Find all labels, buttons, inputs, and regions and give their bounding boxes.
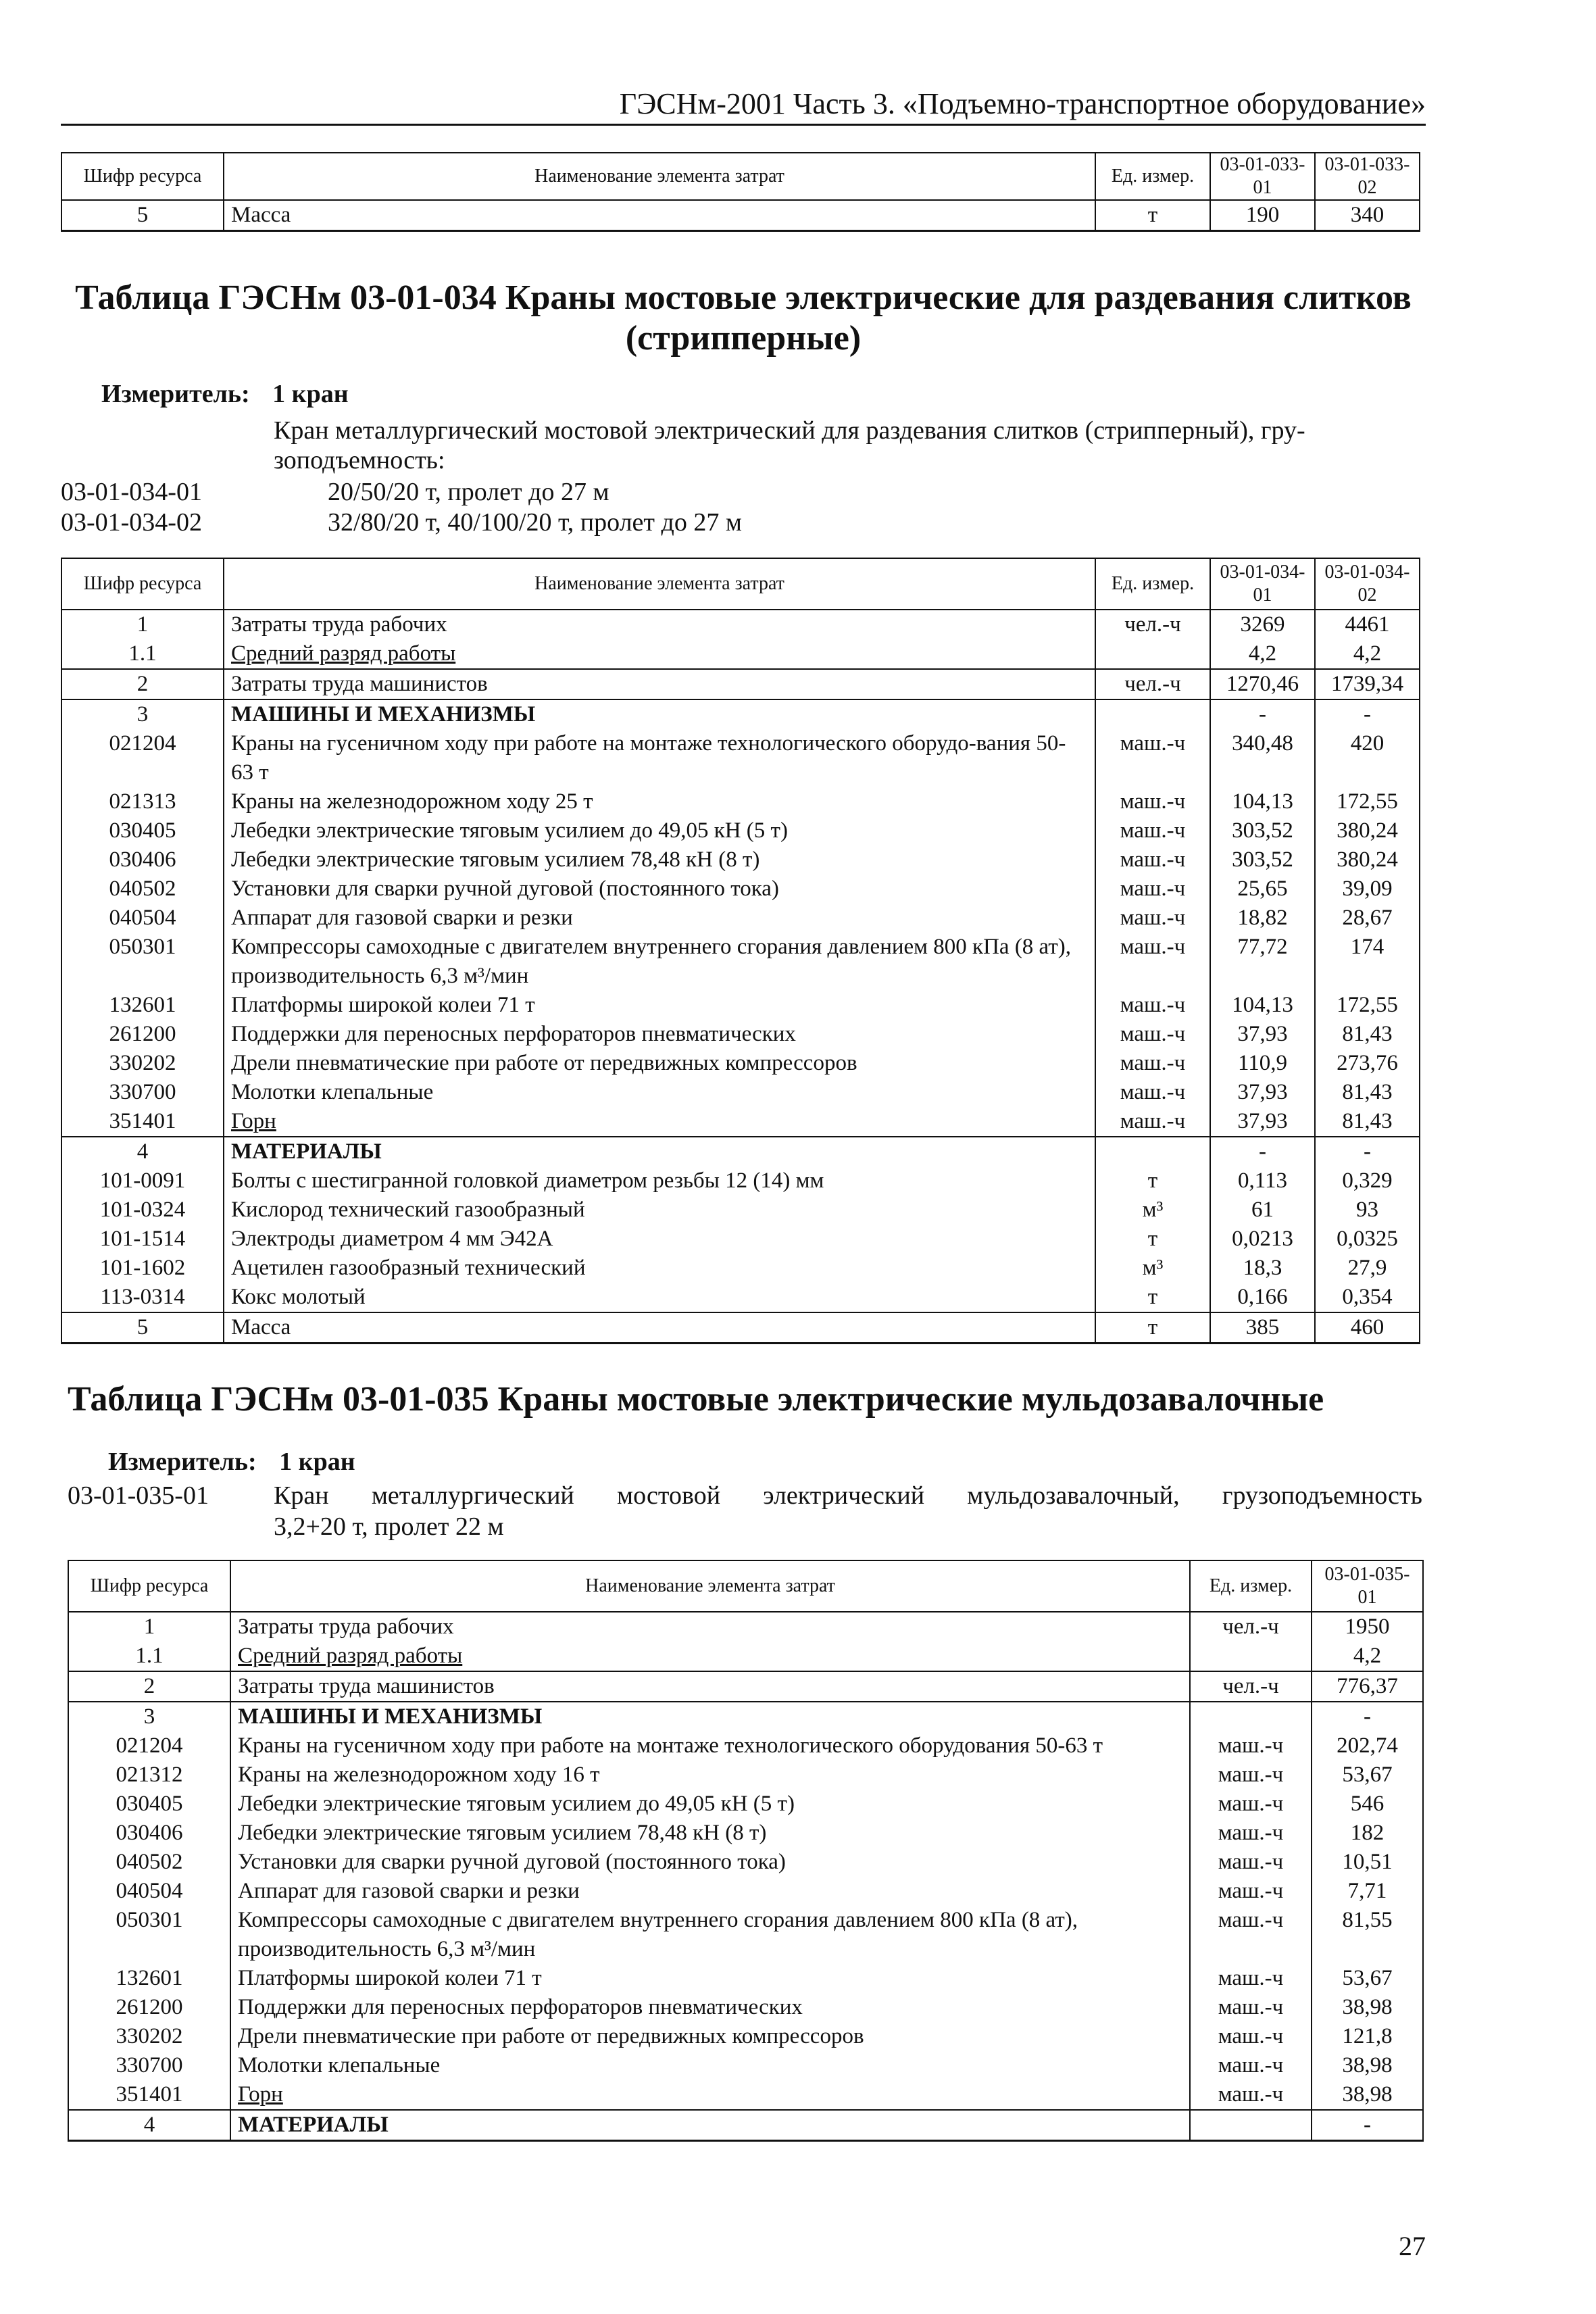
cell-code: 021312 [68, 1761, 230, 1790]
cell-code: 4 [61, 1137, 224, 1166]
cell-v1: 7,71 [1312, 1877, 1423, 1906]
table-row [68, 1671, 1423, 1702]
table-row [68, 2051, 1423, 2080]
cell-unit [1190, 2110, 1312, 2141]
meter-value: 1 кран [272, 380, 349, 408]
cell-code: 101-0324 [61, 1196, 224, 1225]
cell-unit: т [1095, 1312, 1210, 1344]
cell-code: 101-1602 [61, 1254, 224, 1283]
cell-name: Краны на железнодорожном ходу 25 т [224, 787, 1095, 816]
cell-v1: 1950 [1312, 1612, 1423, 1642]
cell-v1: - [1210, 699, 1315, 729]
meter-label: Измеритель: [108, 1448, 257, 1476]
cell-v1: 38,98 [1312, 1993, 1423, 2022]
table-row [61, 1107, 1420, 1137]
cell-name: Затраты труда машинистов [224, 669, 1095, 699]
cell-code: 1 [68, 1612, 230, 1642]
cell-code: 132601 [61, 991, 224, 1020]
table-row [68, 2080, 1423, 2110]
table-row [61, 200, 1420, 231]
cell-unit: т [1095, 1166, 1210, 1196]
table-row [68, 1877, 1423, 1906]
cell-v1: 10,51 [1312, 1848, 1423, 1877]
cell-unit: м³ [1095, 1254, 1210, 1283]
cell-v1: 18,82 [1210, 904, 1315, 933]
cell-v1: 37,93 [1210, 1020, 1315, 1049]
col-header-unit: Ед. измер. [1095, 153, 1210, 200]
cell-unit: маш.-ч [1190, 2051, 1312, 2080]
cell-code: 351401 [68, 2080, 230, 2110]
page-number: 27 [1399, 2231, 1426, 2261]
cell-unit: маш.-ч [1190, 1819, 1312, 1848]
cell-name: Средний разряд работы [224, 639, 1095, 669]
table-row [61, 991, 1420, 1020]
item-text: 20/50/20 т, пролет до 27 м [328, 478, 609, 506]
cell-name: Краны на гусеничном ходу при работе на монтаже технологического оборудования 50-63 т [230, 1731, 1190, 1761]
col-header-v1: 03-01-035-01 [1312, 1560, 1423, 1612]
cell-unit: маш.-ч [1190, 1790, 1312, 1819]
cell-v1: 1270,46 [1210, 669, 1315, 699]
col-header-v1: 03-01-033-01 [1210, 153, 1315, 200]
cell-unit: маш.-ч [1190, 1877, 1312, 1906]
cell-v2: 81,43 [1315, 1107, 1420, 1137]
cell-code: 5 [61, 1312, 224, 1344]
cell-unit: чел.-ч [1190, 1671, 1312, 1702]
cell-unit: маш.-ч [1190, 1848, 1312, 1877]
cell-code: 330700 [68, 2051, 230, 2080]
table-row [61, 639, 1420, 669]
cell-code: 2 [68, 1671, 230, 1702]
cell-unit: маш.-ч [1190, 2080, 1312, 2110]
cell-unit: т [1095, 1225, 1210, 1254]
cell-v2: 0,0325 [1315, 1225, 1420, 1254]
cell-unit: маш.-ч [1190, 1761, 1312, 1790]
table-row [61, 1049, 1420, 1078]
cell-code: 330700 [61, 1078, 224, 1107]
cell-name: Лебедки электрические тяговым усилием до 49,05 кН (5 т) [230, 1790, 1190, 1819]
cell-name: Средний разряд работы [230, 1642, 1190, 1671]
cell-code: 050301 [68, 1906, 230, 1964]
table-row [61, 816, 1420, 845]
cell-v1: - [1312, 2110, 1423, 2141]
item-code: 03-01-034-01 [61, 478, 202, 506]
cell-v1: 121,8 [1312, 2022, 1423, 2051]
table-row [61, 904, 1420, 933]
table-row [68, 1819, 1423, 1848]
cell-v1: - [1312, 1702, 1423, 1731]
cell-unit: маш.-ч [1095, 787, 1210, 816]
table-row [68, 1731, 1423, 1761]
table-row [68, 1612, 1423, 1642]
cell-unit: маш.-ч [1190, 1993, 1312, 2022]
cell-name: Масса [224, 200, 1095, 231]
cell-unit [1095, 1137, 1210, 1166]
cell-v2: 340 [1315, 200, 1420, 231]
cell-name: МАТЕРИАЛЫ [230, 2110, 1190, 2141]
cell-name: Поддержки для переносных перфораторов пневматических [224, 1020, 1095, 1049]
table-row [61, 1020, 1420, 1049]
cell-unit: маш.-ч [1190, 1964, 1312, 1993]
table-035-title: Таблица ГЭСНм 03-01-035 Краны мостовые электрические мульдозавалочные [68, 1380, 1324, 1419]
col-header-v2: 03-01-033-02 [1315, 153, 1420, 200]
cell-name: Платформы широкой колеи 71 т [230, 1964, 1190, 1993]
cell-unit: маш.-ч [1095, 991, 1210, 1020]
item-text: 32/80/20 т, 40/100/20 т, пролет до 27 м [328, 508, 742, 537]
table-row [61, 1137, 1420, 1166]
cell-unit: т [1095, 200, 1210, 231]
table-034-item-1 [61, 476, 609, 508]
cell-unit: маш.-ч [1095, 1020, 1210, 1049]
cell-v1: 61 [1210, 1196, 1315, 1225]
cell-code: 040504 [68, 1877, 230, 1906]
cell-name: Платформы широкой колеи 71 т [224, 991, 1095, 1020]
cell-name: Горн [230, 2080, 1190, 2110]
table-row [61, 1225, 1420, 1254]
cell-unit: маш.-ч [1190, 2022, 1312, 2051]
cell-v2: 0,354 [1315, 1283, 1420, 1312]
cell-code: 030406 [61, 845, 224, 875]
cell-code: 101-0091 [61, 1166, 224, 1196]
cell-v1: 0,113 [1210, 1166, 1315, 1196]
cell-v1: 18,3 [1210, 1254, 1315, 1283]
table-row [68, 2022, 1423, 2051]
cell-v2: 172,55 [1315, 991, 1420, 1020]
cell-v1: 202,74 [1312, 1731, 1423, 1761]
cell-unit: маш.-ч [1095, 816, 1210, 845]
table-row [61, 1312, 1420, 1344]
table-row [68, 1906, 1423, 1964]
cell-name: Установки для сварки ручной дуговой (постоянного тока) [224, 875, 1095, 904]
table-row [61, 669, 1420, 699]
cell-v1: 4,2 [1210, 639, 1315, 669]
cell-unit: маш.-ч [1095, 933, 1210, 991]
cell-name: Краны на гусеничном ходу при работе на монтаже технологического оборудо-вания 50-63 т [224, 729, 1095, 787]
cell-name: Затраты труда рабочих [230, 1612, 1190, 1642]
table-row [61, 933, 1420, 991]
cell-v1: 104,13 [1210, 787, 1315, 816]
table-row [68, 1642, 1423, 1671]
cell-v1: 53,67 [1312, 1964, 1423, 1993]
cell-v2: 39,09 [1315, 875, 1420, 904]
table-034-description-1: Кран металлургический мостовой электрический для раздевания слитков (стрипперный), гру- [274, 416, 1305, 445]
col-header-code: Шифр ресурса [61, 558, 224, 610]
cell-v1: 37,93 [1210, 1078, 1315, 1107]
cell-code: 021204 [61, 729, 224, 787]
cell-unit: маш.-ч [1095, 1078, 1210, 1107]
meter-value: 1 кран [279, 1448, 355, 1476]
cell-name: Лебедки электрические тяговым усилием 78,48 кН (8 т) [230, 1819, 1190, 1848]
table-row [68, 2110, 1423, 2141]
cell-v2: 1739,34 [1315, 669, 1420, 699]
col-header-name: Наименование элемента затрат [224, 153, 1095, 200]
col-header-name: Наименование элемента затрат [224, 558, 1095, 610]
cell-name: Компрессоры самоходные с двигателем внутреннего сгорания давлением 800 кПа (8 ат), производительность 6,3 м³/мин [230, 1906, 1190, 1964]
cell-v2: 273,76 [1315, 1049, 1420, 1078]
cell-code: 3 [68, 1702, 230, 1731]
cell-unit: маш.-ч [1190, 1731, 1312, 1761]
cell-v1: 546 [1312, 1790, 1423, 1819]
col-header-code: Шифр ресурса [61, 153, 224, 200]
cell-v2: - [1315, 1137, 1420, 1166]
cell-name: Лебедки электрические тяговым усилием 78,48 кН (8 т) [224, 845, 1095, 875]
table-034 [61, 558, 1420, 1344]
cell-name: Молотки клепальные [224, 1078, 1095, 1107]
cell-unit [1095, 699, 1210, 729]
cell-v1: 37,93 [1210, 1107, 1315, 1137]
cell-name: Краны на железнодорожном ходу 16 т [230, 1761, 1190, 1790]
table-row [68, 1964, 1423, 1993]
cell-name: Дрели пневматические при работе от передвижных компрессоров [230, 2022, 1190, 2051]
table-035-meter [108, 1446, 355, 1477]
cell-unit [1190, 1702, 1312, 1731]
cell-v2: 81,43 [1315, 1020, 1420, 1049]
cell-code: 021204 [68, 1731, 230, 1761]
cell-code: 4 [68, 2110, 230, 2141]
cell-code: 1.1 [61, 639, 224, 669]
cell-v1: 81,55 [1312, 1906, 1423, 1964]
table-row [61, 610, 1420, 639]
cell-v1: 340,48 [1210, 729, 1315, 787]
cell-v1: 3269 [1210, 610, 1315, 639]
cell-name: Горн [224, 1107, 1095, 1137]
cell-unit: маш.-ч [1095, 1049, 1210, 1078]
cell-code: 1 [61, 610, 224, 639]
cell-unit: маш.-ч [1095, 904, 1210, 933]
cell-name: Лебедки электрические тяговым усилием до 49,05 кН (5 т) [224, 816, 1095, 845]
cell-unit: маш.-ч [1190, 1906, 1312, 1964]
table-035-item-code: 03-01-035-01 [68, 1481, 209, 1510]
cell-name: МАШИНЫ И МЕХАНИЗМЫ [230, 1702, 1190, 1731]
cell-code: 040502 [61, 875, 224, 904]
col-header-unit: Ед. измер. [1190, 1560, 1312, 1612]
cell-code: 030406 [68, 1819, 230, 1848]
cell-name: Затраты труда рабочих [224, 610, 1095, 639]
cell-unit: маш.-ч [1095, 845, 1210, 875]
table-row [61, 787, 1420, 816]
cell-v1: 4,2 [1312, 1642, 1423, 1671]
cell-code: 050301 [61, 933, 224, 991]
cell-name: Электроды диаметром 4 мм Э42А [224, 1225, 1095, 1254]
cell-v1: 25,65 [1210, 875, 1315, 904]
cell-code: 030405 [61, 816, 224, 845]
table-row [61, 1254, 1420, 1283]
cell-v1: 0,166 [1210, 1283, 1315, 1312]
table-034-meter [101, 378, 349, 410]
table-row [61, 1196, 1420, 1225]
cell-v1: 104,13 [1210, 991, 1315, 1020]
cell-v2: 380,24 [1315, 816, 1420, 845]
cell-v2: 420 [1315, 729, 1420, 787]
cell-name: Масса [224, 1312, 1095, 1344]
cell-name: МАШИНЫ И МЕХАНИЗМЫ [224, 699, 1095, 729]
cell-code: 5 [61, 200, 224, 231]
table-row [61, 845, 1420, 875]
cell-v2: 27,9 [1315, 1254, 1420, 1283]
cell-code: 021313 [61, 787, 224, 816]
cell-name: Поддержки для переносных перфораторов пневматических [230, 1993, 1190, 2022]
cell-v2: 0,329 [1315, 1166, 1420, 1196]
col-header-v1: 03-01-034-01 [1210, 558, 1315, 610]
table-row [61, 875, 1420, 904]
cell-unit [1095, 639, 1210, 669]
cell-code: 261200 [61, 1020, 224, 1049]
cell-v2: 81,43 [1315, 1078, 1420, 1107]
cell-code: 330202 [61, 1049, 224, 1078]
cell-v1: 38,98 [1312, 2080, 1423, 2110]
cell-v1: 110,9 [1210, 1049, 1315, 1078]
table-row [68, 1702, 1423, 1731]
cell-v1: 776,37 [1312, 1671, 1423, 1702]
col-header-code: Шифр ресурса [68, 1560, 230, 1612]
table-row [68, 1848, 1423, 1877]
cell-unit: м³ [1095, 1196, 1210, 1225]
cell-name: МАТЕРИАЛЫ [224, 1137, 1095, 1166]
cell-name: Аппарат для газовой сварки и резки [230, 1877, 1190, 1906]
cell-code: 261200 [68, 1993, 230, 2022]
cell-code: 351401 [61, 1107, 224, 1137]
cell-v2: 172,55 [1315, 787, 1420, 816]
cell-v1: 182 [1312, 1819, 1423, 1848]
cell-v1: - [1210, 1137, 1315, 1166]
cell-v1: 385 [1210, 1312, 1315, 1344]
table-row [68, 1993, 1423, 2022]
table-034-title-line2: (стрипперные) [625, 319, 862, 358]
cell-v2: - [1315, 699, 1420, 729]
cell-v1: 77,72 [1210, 933, 1315, 991]
cell-code: 101-1514 [61, 1225, 224, 1254]
cell-v1: 38,98 [1312, 2051, 1423, 2080]
cell-unit [1190, 1642, 1312, 1671]
cell-name: Дрели пневматические при работе от передвижных компрессоров [224, 1049, 1095, 1078]
cell-unit: маш.-ч [1095, 875, 1210, 904]
table-row [61, 1166, 1420, 1196]
cell-name: Молотки клепальные [230, 2051, 1190, 2080]
cell-name: Кислород технический газообразный [224, 1196, 1095, 1225]
cell-v1: 0,0213 [1210, 1225, 1315, 1254]
col-header-name: Наименование элемента затрат [230, 1560, 1190, 1612]
header-rule [61, 124, 1426, 126]
cell-v2: 4,2 [1315, 639, 1420, 669]
cell-v1: 303,52 [1210, 845, 1315, 875]
cell-unit: чел.-ч [1095, 610, 1210, 639]
meter-label: Измеритель: [101, 380, 250, 408]
cell-v2: 28,67 [1315, 904, 1420, 933]
cell-code: 1.1 [68, 1642, 230, 1671]
cell-unit: чел.-ч [1190, 1612, 1312, 1642]
cell-name: Затраты труда машинистов [230, 1671, 1190, 1702]
cell-name: Компрессоры самоходные с двигателем внутреннего сгорания давлением 800 кПа (8 ат), производительность 6,3 м³/мин [224, 933, 1095, 991]
cell-code: 330202 [68, 2022, 230, 2051]
cell-v2: 93 [1315, 1196, 1420, 1225]
cell-unit: т [1095, 1283, 1210, 1312]
table-034-item-2 [61, 507, 742, 538]
cell-code: 132601 [68, 1964, 230, 1993]
cell-name: Аппарат для газовой сварки и резки [224, 904, 1095, 933]
cell-v2: 174 [1315, 933, 1420, 991]
table-035-item-text-2: 3,2+20 т, пролет 22 м [274, 1512, 504, 1541]
table-034-title-line1: Таблица ГЭСНм 03-01-034 Краны мостовые электрические для раздевания слитков [75, 278, 1412, 317]
cell-v2: 4461 [1315, 610, 1420, 639]
table-row [61, 1283, 1420, 1312]
table-row [68, 1761, 1423, 1790]
cell-name: Установки для сварки ручной дуговой (постоянного тока) [230, 1848, 1190, 1877]
table-035 [68, 1560, 1424, 2142]
cell-code: 040502 [68, 1848, 230, 1877]
cell-name: Кокс молотый [224, 1283, 1095, 1312]
continuation-table [61, 152, 1420, 232]
table-035-item-text-1: Кран металлургический мостовой электрический мульдозавалочный, грузоподъемность [274, 1481, 1422, 1510]
table-row [61, 699, 1420, 729]
table-row [61, 729, 1420, 787]
table-034-description-2: зоподъемность: [274, 446, 445, 474]
cell-v1: 190 [1210, 200, 1315, 231]
table-row [68, 1790, 1423, 1819]
cell-code: 3 [61, 699, 224, 729]
col-header-v2: 03-01-034-02 [1315, 558, 1420, 610]
cell-code: 113-0314 [61, 1283, 224, 1312]
cell-code: 040504 [61, 904, 224, 933]
cell-unit: чел.-ч [1095, 669, 1210, 699]
cell-v2: 380,24 [1315, 845, 1420, 875]
cell-code: 2 [61, 669, 224, 699]
cell-v2: 460 [1315, 1312, 1420, 1344]
cell-name: Болты с шестигранной головкой диаметром резьбы 12 (14) мм [224, 1166, 1095, 1196]
cell-unit: маш.-ч [1095, 1107, 1210, 1137]
running-head: ГЭСНм-2001 Часть 3. «Подъемно-транспортное оборудование» [619, 87, 1426, 120]
cell-v1: 53,67 [1312, 1761, 1423, 1790]
cell-v1: 303,52 [1210, 816, 1315, 845]
cell-code: 030405 [68, 1790, 230, 1819]
item-code: 03-01-034-02 [61, 508, 202, 537]
cell-unit: маш.-ч [1095, 729, 1210, 787]
table-row [61, 1078, 1420, 1107]
cell-name: Ацетилен газообразный технический [224, 1254, 1095, 1283]
col-header-unit: Ед. измер. [1095, 558, 1210, 610]
